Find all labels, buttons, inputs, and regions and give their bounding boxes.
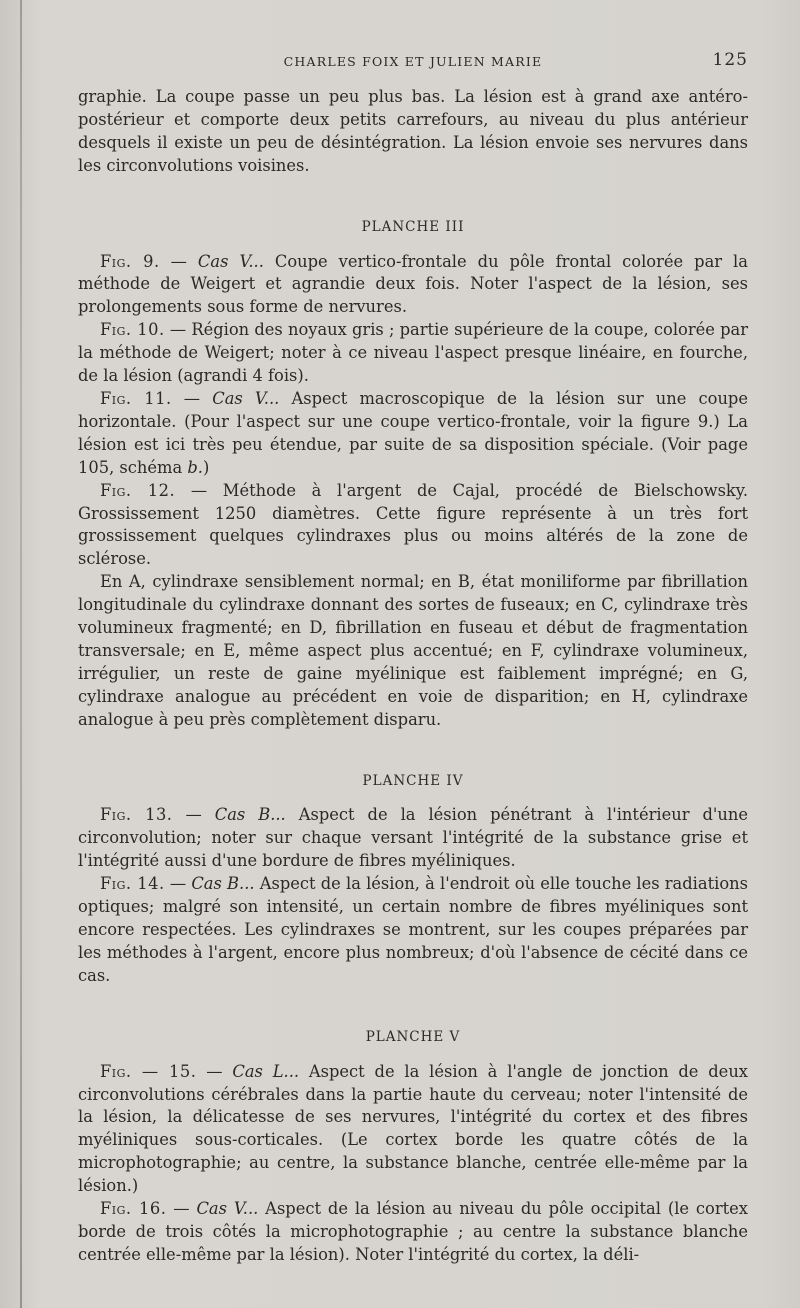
plate-heading-v: PLANCHE V <box>365 1028 461 1045</box>
case-label: Cas V... <box>197 251 264 271</box>
page-body <box>78 86 748 1267</box>
caption-text: Aspect de la lésion, à l'endroit où elle touche les radiations optiques; malgré son intensité, un certain nombre de fibres myéliniques sont encore respectées. Les cylindraxes se montrent, sur les coupes préparées par les méthodes à l'argent, encore plus nombreux; d'où l'absence de cécité dans ce cas. <box>78 874 748 985</box>
case-label: Cas B... <box>214 805 286 825</box>
case-label: Cas L... <box>232 1061 300 1081</box>
page-binding-edge <box>20 0 22 1308</box>
figure-caption-13: Fig. 13. — Cas B... Aspect de la lésion pénétrant à l'intérieur d'une circonvolution; noter sur chaque versant l'intégrité de la substance grise et l'intégrité aussi d'une bordure de fibres myéliniques. <box>78 805 748 871</box>
case-label: Cas V... <box>196 1199 259 1219</box>
figure-caption-9: Fig. 9. — Cas V... Coupe vertico-frontale du pôle frontal colorée par la méthode de Weigert et agrandie deux fois. Noter l'aspect de la lésion, ses prolongements sous forme de nervures. <box>78 251 748 317</box>
caption-text: Aspect de la lésion au niveau du pôle occipital (le cortex borde de trois côtés la microphotographie ; au centre la substance blanche centrée elle-même par la lésion). Noter l'intégrité du cortex, la déli- <box>78 1199 748 1264</box>
caption-text: Aspect de la lésion pénétrant à l'intérieur d'une circonvolution; noter sur chaque versant l'intégrité de la substance grise et l'intégrité aussi d'une bordure de fibres myéliniques. <box>78 805 748 871</box>
caption-text: Aspect macroscopique de la lésion sur une coupe horizontale. (Pour l'aspect sur une coupe vertico-frontale, voir la figure 9.) La lésion est ici très peu étendue, par suite de sa disposition spéciale. (Voir page 105, schéma <box>78 388 748 477</box>
page-header <box>78 50 748 74</box>
figure-label: Fig. 14. <box>100 874 165 894</box>
figure-12-detail-paragraph: En A, cylindraxe sensiblement normal; en B, état moniliforme par fibrillation longitudinale du cylindraxe donnant des sortes de fuseaux; en C, cylindraxe très volumineux fragmenté; en D, fibrillation en fuseau et début de fragmentation transversale; en E, même aspect plus accentué; en F, cylindraxe volumineux, irrégulier, un reste de gaine myélinique est faiblement imprégné; en G, cylindraxe analogue au précédent en voie de disparition; en H, cylindraxe analogue à peu près complètement disparu. <box>78 572 748 729</box>
figure-label: Fig. 11. <box>100 388 172 408</box>
figure-label: Fig. 9. <box>100 251 160 271</box>
figure-caption-16: Fig. 16. — Cas V... Aspect de la lésion au niveau du pôle occipital (le cortex borde de trois côtés la microphotographie ; au centre la substance blanche centrée elle-même par la lésion). Noter l'intégrité du cortex, la déli- <box>78 1199 748 1264</box>
running-title: CHARLES FOIX ET JULIEN MARIE <box>283 54 543 69</box>
plate-heading-iii: PLANCHE III <box>361 218 465 235</box>
figure-label: Fig. 13. <box>100 805 173 825</box>
figure-caption-14: Fig. 14. — Cas B... Aspect de la lésion, à l'endroit où elle touche les radiations optiques; malgré son intensité, un certain nombre de fibres myéliniques sont encore respectées. Les cylindraxes se montrent, sur les coupes préparées par les méthodes à l'argent, encore plus nombreux; d'où l'absence de cécité dans ce cas. <box>78 874 748 985</box>
figure-label: Fig. 10. <box>100 320 165 340</box>
case-label: Cas V... <box>212 388 280 408</box>
intro-paragraph: graphie. La coupe passe un peu plus bas. La lésion est à grand axe antéro-postérieur et comporte deux petits carrefours, au niveau du plus antérieur desquels il existe un peu de désintégration. La lésion envoie ses nervures dans les circonvolutions voisines. <box>78 87 748 175</box>
figure-caption-10: Fig. 10. — Région des noyaux gris ; partie supérieure de la coupe, colorée par la méthode de Weigert; noter à ce niveau l'aspect presque linéaire, en fourche, de la lésion (agrandi 4 fois). <box>78 320 748 386</box>
caption-text: Région des noyaux gris ; partie supérieure de la coupe, colorée par la méthode de Weigert; noter à ce niveau l'aspect presque linéaire, en fourche, de la lésion (agrandi 4 fois). <box>78 320 748 386</box>
schema-label: b. <box>187 457 203 477</box>
caption-text: Aspect de la lésion à l'angle de jonction de deux circonvolutions cérébrales dans la partie haute du cerveau; noter l'intensité de la lésion, la délicatesse de ses nervures, l'intégrité du cortex et des fibres myéliniques sous-corticales. (Le cortex borde les quatre côtés de la microphotographie; au centre, la substance blanche, centrée elle-même par la lésion.) <box>78 1061 748 1196</box>
figure-label: Fig. 12. <box>100 480 176 500</box>
caption-text: Méthode à l'argent de Cajal, procédé de Bielschowsky. Grossissement 1250 diamètres. Cette figure représente à un très fort grossissement quelques cylindraxes plus ou moins altérés de la zone de sclérose. <box>78 480 748 569</box>
case-label: Cas B... <box>191 874 255 894</box>
figure-caption-12: Fig. 12. — Méthode à l'argent de Cajal, procédé de Bielschowsky. Grossissement 1250 diamètres. Cette figure représente à un très fort grossissement quelques cylindraxes plus ou moins altérés de la zone de sclérose. <box>78 480 748 569</box>
caption-text: Coupe vertico-frontale du pôle frontal colorée par la méthode de Weigert et agrandie deux fois. Noter l'aspect de la lésion, ses prolongements sous forme de nervures. <box>78 251 748 317</box>
figure-caption-11: Fig. 11. — Cas V... Aspect macroscopique de la lésion sur une coupe horizontale. (Pour l'aspect sur une coupe vertico-frontale, voir la figure 9.) La lésion est ici très peu étendue, par suite de sa disposition spéciale. (Voir page 105, schéma b.) <box>78 388 748 477</box>
plate-heading-iv: PLANCHE IV <box>362 772 464 789</box>
figure-label: Fig. — 15. <box>100 1061 197 1081</box>
figure-label: Fig. 16. <box>100 1199 167 1219</box>
figure-caption-15: Fig. — 15. — Cas L... Aspect de la lésion à l'angle de jonction de deux circonvolutions cérébrales dans la partie haute du cerveau; noter l'intensité de la lésion, la délicatesse de ses nervures, l'intégrité du cortex et des fibres myéliniques sous-corticales. (Le cortex borde les quatre côtés de la microphotographie; au centre, la substance blanche, centrée elle-même par la lésion.) <box>78 1061 748 1196</box>
page-number: 125 <box>712 50 748 70</box>
